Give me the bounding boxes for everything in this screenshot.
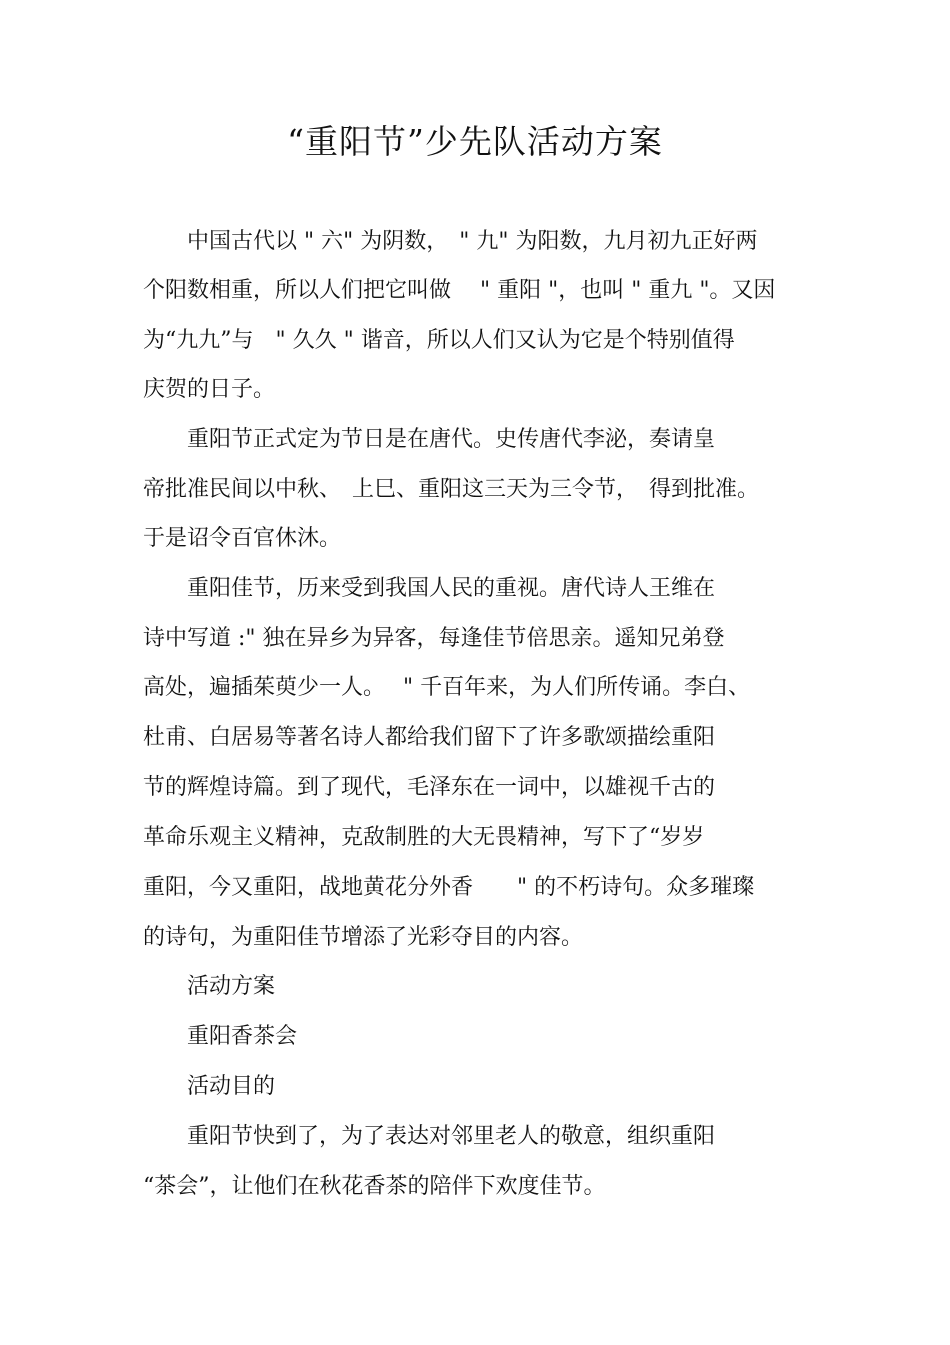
text-line: 诗中写道 :" 独在异乡为异客，每逢佳节倍思亲。遥知兄弟登: [143, 626, 725, 651]
text-line: “茶会”，让他们在秋花香茶的陪伴下欢度佳节。: [143, 1174, 606, 1199]
text-line: 杜甫、白居易等著名诗人都给我们留下了许多歌颂描绘重阳: [143, 725, 716, 750]
text-line: 中国古代以 " 六" 为阴数， " 九" 为阳数，九月初九正好两: [143, 229, 758, 254]
section-heading: 活动方案: [143, 974, 276, 999]
document-title: “重阳节”少先队活动方案: [287, 122, 663, 161]
section-heading: 活动目的: [143, 1074, 276, 1099]
text-line: 的诗句，为重阳佳节增添了光彩夺目的内容。: [143, 925, 584, 950]
text-line: 重阳节快到了，为了表达对邻里老人的敬意，组织重阳: [143, 1124, 716, 1149]
text-line: 高处，遍插茱萸少一人。 " 千百年来，为人们所传诵。李白、: [143, 675, 751, 700]
text-line: 于是诏令百官休沐。: [143, 526, 342, 551]
text-line: 为“九九”与 " 久久 " 谐音，所以人们又认为它是个特别值得: [143, 328, 735, 353]
text-line: 庆贺的日子。: [143, 377, 276, 402]
text-line: 重阳，今又重阳，战地黄花分外香 " 的不朽诗句。众多璀璨: [143, 875, 755, 900]
section-heading: 重阳香茶会: [143, 1024, 298, 1049]
text-line: 节的辉煌诗篇。到了现代，毛泽东在一词中，以雄视千古的: [143, 775, 716, 800]
text-line: 个阳数相重，所以人们把它叫做 " 重阳 "，也叫 " 重九 "。又因: [143, 278, 776, 303]
text-line: 革命乐观主义精神，克敌制胜的大无畏精神，写下了“岁岁: [143, 825, 705, 850]
text-line: 重阳节正式定为节日是在唐代。史传唐代李泌，奏请皇: [143, 427, 716, 452]
text-line: 帝批准民间以中秋、 上巳、重阳这三天为三令节， 得到批准。: [143, 477, 760, 502]
text-line: 重阳佳节，历来受到我国人民的重视。唐代诗人王维在: [143, 576, 716, 601]
